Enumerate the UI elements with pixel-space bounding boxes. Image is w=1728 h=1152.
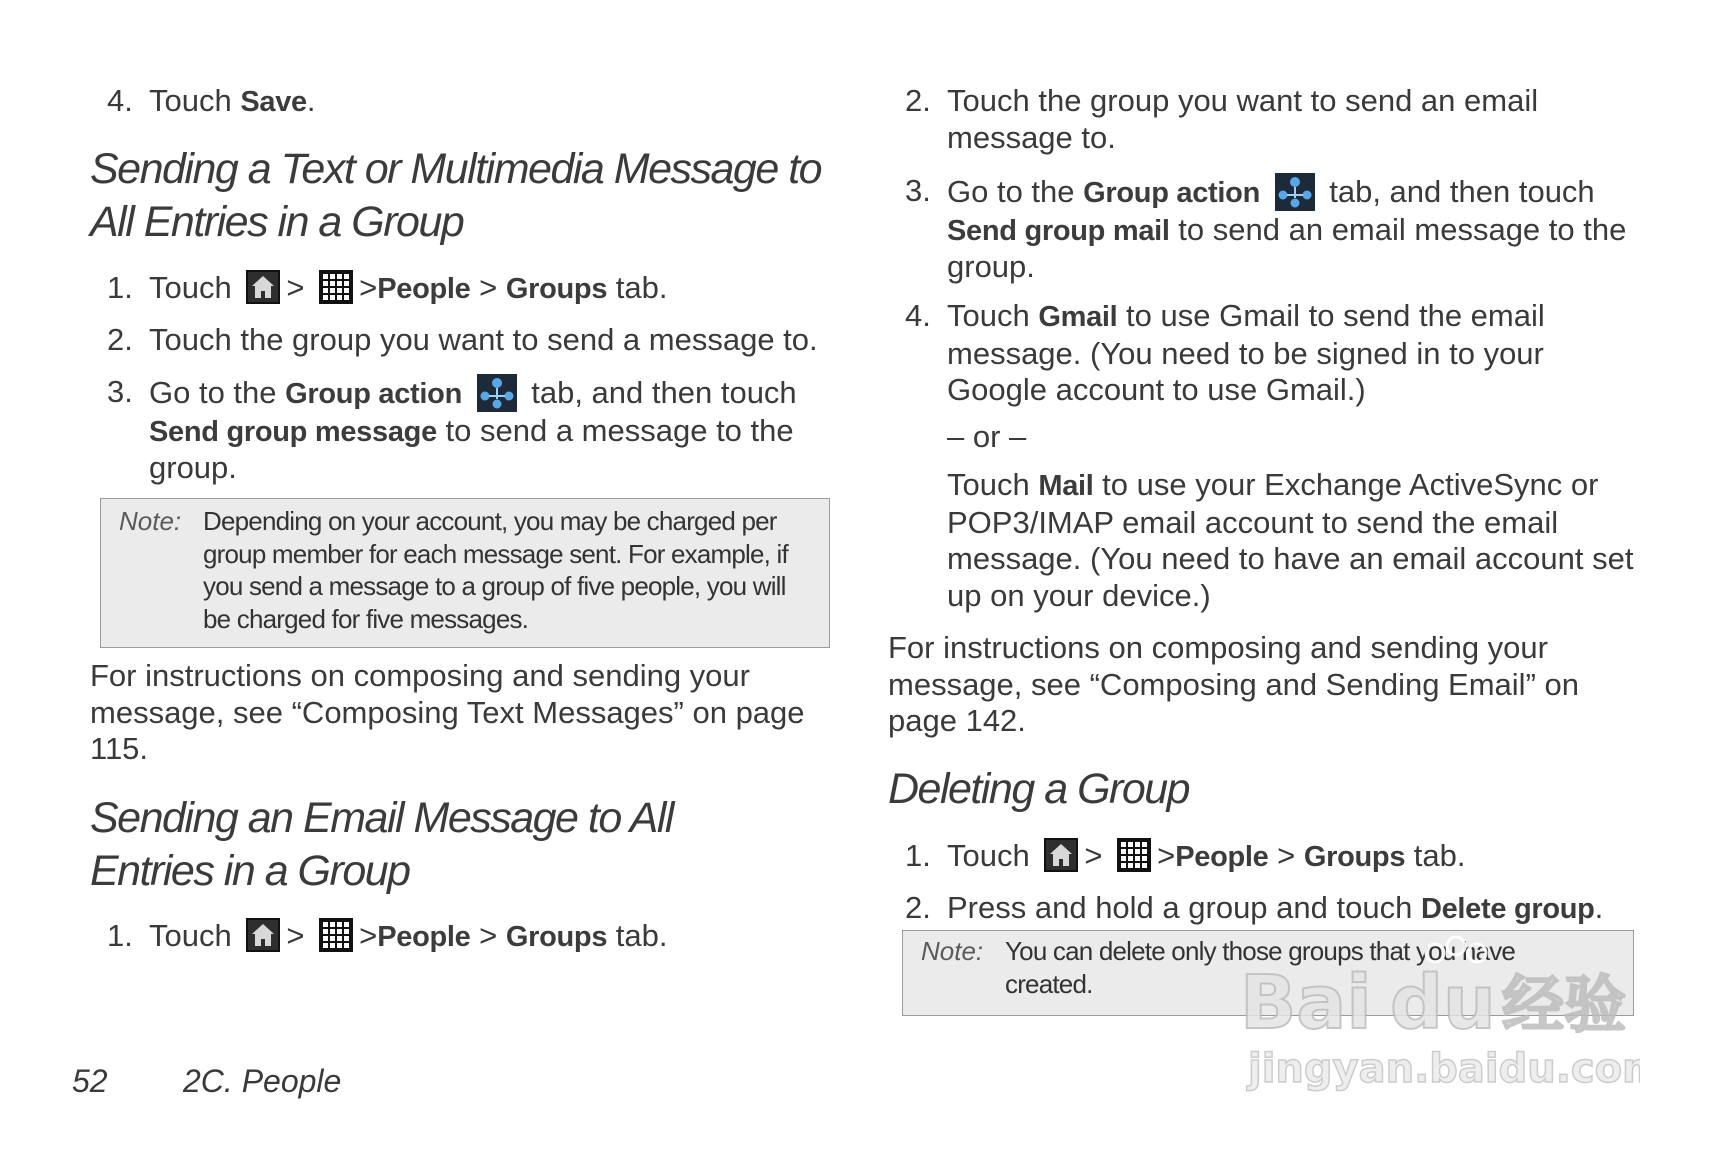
step-group-action: 3. Go to the Group action tab, and then touch Send group message to send a message to the group. (107, 374, 797, 485)
heading-deleting-group: Deleting a Group (888, 765, 1190, 813)
svg-text:经验: 经验 (1502, 968, 1627, 1041)
note-label: Note: (119, 506, 182, 536)
heading-text-message-group: Sending a Text or Multimedia Message to All Entries in a Group (90, 145, 822, 246)
note-box-charges (100, 498, 830, 648)
note-label: Note: (921, 936, 984, 966)
svg-text:jingyan.baidu.com: jingyan.baidu.com (1248, 1046, 1640, 1092)
heading-email-group: Sending an Email Message to All Entries in a Group (90, 794, 673, 895)
save-label: Save (240, 86, 307, 118)
page-number: 52 (72, 1063, 108, 1099)
note-box-delete (902, 930, 1634, 1016)
step-touch-save: 4. Touch Save. (107, 83, 316, 118)
group-action-icon (1275, 173, 1315, 211)
apps-grid-icon (319, 918, 353, 952)
svg-text:du: du (1390, 960, 1496, 1046)
paragraph-instructions-email: For instructions on composing and sending your message, see “Composing and Sending Email” on page 142. (888, 630, 1579, 738)
paragraph-instructions: For instructions on composing and sending your message, see “Composing Text Messages” on page 115. (90, 658, 805, 766)
apps-grid-icon (319, 270, 353, 304)
group-action-icon (477, 374, 517, 412)
step-navigate-groups-email: 1. Touch > >People > Groups tab. (107, 918, 668, 953)
home-icon (246, 918, 280, 952)
apps-grid-icon (1117, 838, 1151, 872)
step-group-action-mail: 3. Go to the Group action tab, and then touch Send group mail to send an email message to the group. (905, 173, 1627, 284)
home-icon (1044, 838, 1078, 872)
note-text: You can delete only those groups that you have created. (1005, 936, 1516, 999)
or-separator: – or – (947, 419, 1027, 454)
svg-text:Bai: Bai (1240, 960, 1372, 1046)
home-icon (246, 270, 280, 304)
step-touch-group: 2. Touch the group you want to send a message to. (107, 322, 818, 357)
note-text: Depending on your account, you may be charged per group member for each message sent. For example, if you send a message to a group of five people, you will be charged for five messages. (203, 506, 788, 634)
section-title: 2C. People (183, 1063, 342, 1099)
step-delete-group: 2. Press and hold a group and touch Delete group. (905, 890, 1604, 925)
step-navigate-groups: 1. Touch > >People > Groups tab. (107, 270, 668, 305)
step-touch-gmail: 4. Touch Gmail to use Gmail to send the email message. (You need to be signed in to your Google account to use Gmail.) (905, 298, 1545, 407)
step-number: 4. (107, 83, 133, 118)
step-touch-mail: Touch Mail to use your Exchange ActiveSync or POP3/IMAP email account to send the email message. (You need to have an email account set up on your device.) (947, 467, 1634, 613)
step-touch-group-email: 2. Touch the group you want to send an email message to. (905, 83, 1539, 155)
step-navigate-groups-delete: 1. Touch > >People > Groups tab. (905, 838, 1466, 873)
